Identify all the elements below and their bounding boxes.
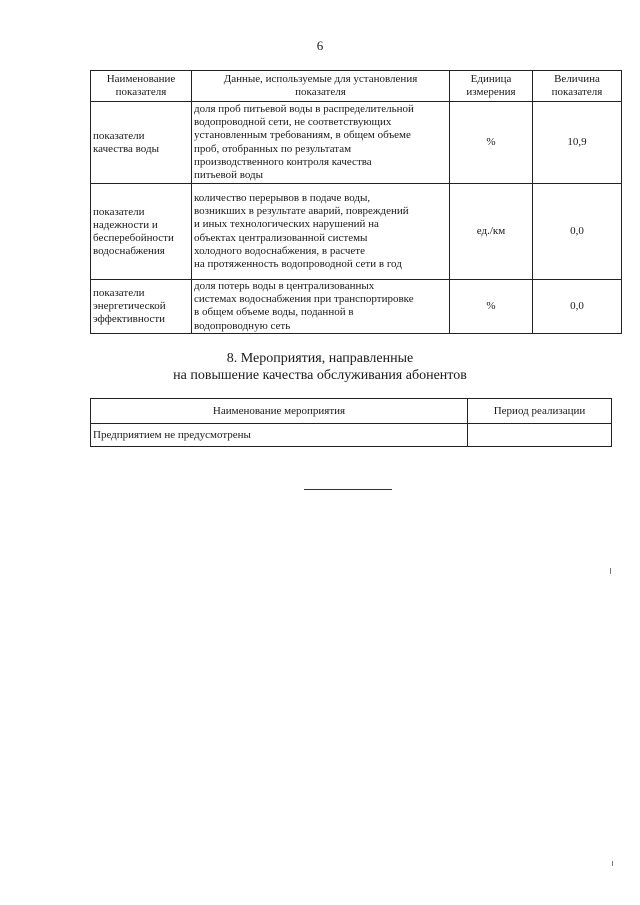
measure-name-cell: Предприятием не предусмотрены xyxy=(91,424,468,447)
unit-cell: ед./км xyxy=(450,184,533,280)
table-row xyxy=(91,184,622,280)
section-heading-line: 8. Мероприятия, направленные xyxy=(226,351,414,366)
header-value xyxy=(533,71,622,102)
source-data-cell xyxy=(192,184,450,280)
header-measure-name: Наименование мероприятия xyxy=(91,399,468,424)
source-data-line: возникших в результате аварий, повреждений xyxy=(194,205,409,218)
measures-header-row xyxy=(91,399,612,424)
indicators-header-row xyxy=(91,71,622,102)
indicator-name-line: эффективности xyxy=(93,312,166,325)
header-unit-line: Единица xyxy=(470,73,512,85)
indicator-name-line: надежности и xyxy=(93,218,158,231)
indicator-name-cell xyxy=(91,280,192,334)
header-value-line: Величина xyxy=(554,73,600,85)
table-row xyxy=(91,102,622,184)
source-data-line: водопроводную сеть xyxy=(194,319,291,332)
measures-table xyxy=(90,398,612,447)
unit-cell: % xyxy=(450,102,533,184)
header-indicator-name-line: показателя xyxy=(115,86,167,98)
source-data-cell xyxy=(192,102,450,184)
page-number: 6 xyxy=(316,38,324,53)
source-data-line: питьевой воды xyxy=(194,168,264,181)
source-data-line: объектах централизованной системы xyxy=(194,231,368,244)
source-data-line: системах водоснабжения при транспортировке xyxy=(194,293,414,306)
table-row xyxy=(91,280,622,334)
section-heading xyxy=(0,350,640,384)
value-cell: 0,0 xyxy=(533,184,622,280)
source-data-line: доля проб питьевой воды в распределительной xyxy=(194,102,414,115)
indicator-name-line: качества воды xyxy=(93,142,159,155)
indicator-name-line: бесперебойности xyxy=(93,231,174,244)
unit-cell: % xyxy=(450,280,533,334)
scan-artifact xyxy=(612,861,613,866)
indicator-name-line: показатели xyxy=(93,129,145,142)
indicator-name-line: показатели xyxy=(93,205,145,218)
indicator-name-line: показатели xyxy=(93,286,145,299)
header-source-data xyxy=(192,71,450,102)
source-data-line: холодного водоснабжения, в расчете xyxy=(194,244,365,257)
value-cell: 0,0 xyxy=(533,280,622,334)
header-source-data-line: показателя xyxy=(295,86,346,98)
header-indicator-name-line: Наименование xyxy=(106,73,176,85)
header-period: Период реализации xyxy=(468,399,612,424)
source-data-line: в общем объеме воды, поданной в xyxy=(194,306,354,319)
table-row xyxy=(91,424,612,447)
period-cell xyxy=(468,424,612,447)
source-data-line: установленным требованиям, в общем объеме xyxy=(194,129,411,142)
header-source-data-line: Данные, используемые для установления xyxy=(223,73,418,85)
source-data-line: и иных технологических нарушений на xyxy=(194,218,379,231)
source-data-line: доля потерь воды в централизованных xyxy=(194,280,375,292)
header-unit-line: измерения xyxy=(466,86,516,98)
indicator-name-cell xyxy=(91,184,192,280)
source-data-line: водопроводной сети, не соответствующих xyxy=(194,116,392,129)
indicator-name-line: водоснабжения xyxy=(93,244,165,257)
header-unit xyxy=(450,71,533,102)
source-data-cell xyxy=(192,280,450,334)
value-cell: 10,9 xyxy=(533,102,622,184)
indicator-name-cell xyxy=(91,102,192,184)
end-divider xyxy=(304,489,392,490)
source-data-line: производственного контроля качества xyxy=(194,155,372,168)
section-heading-line: на повышение качества обслуживания абонентов xyxy=(173,368,467,383)
indicator-name-line: энергетической xyxy=(93,299,166,312)
source-data-line: на протяженность водопроводной сети в год xyxy=(194,257,402,270)
header-indicator-name xyxy=(91,71,192,102)
source-data-line: количество перерывов в подаче воды, xyxy=(194,191,371,204)
scan-artifact xyxy=(610,568,611,574)
header-value-line: показателя xyxy=(551,86,603,98)
indicators-table xyxy=(90,70,622,334)
source-data-line: проб, отобранных по результатам xyxy=(194,142,352,155)
